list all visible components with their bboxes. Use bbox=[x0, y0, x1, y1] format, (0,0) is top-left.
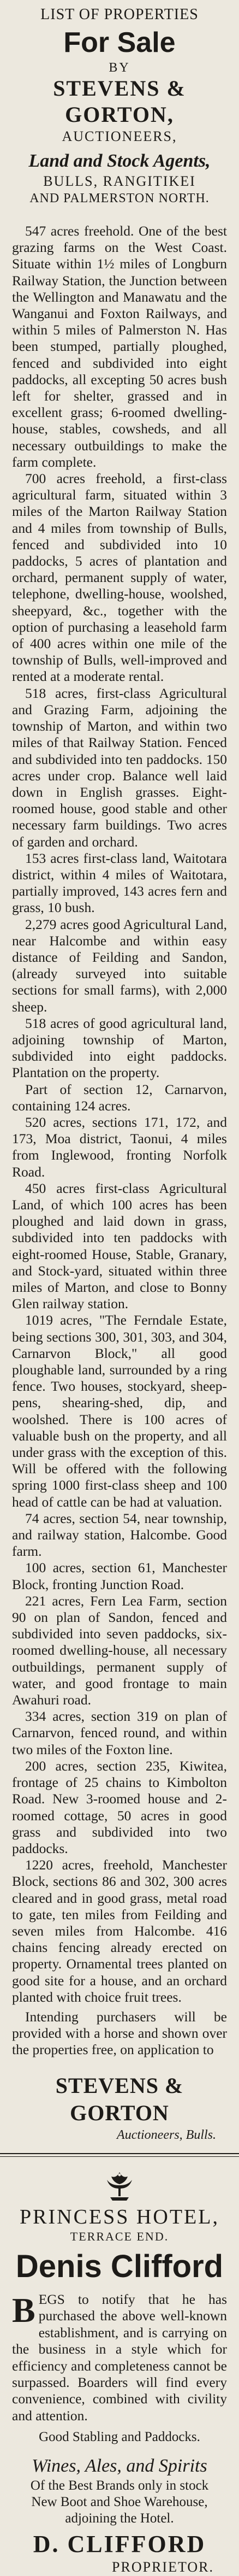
closing-note: Intending purchasers will be provided with a horse and shown over the properties free, on application to bbox=[12, 2008, 227, 2058]
hotel-name: PRINCESS HOTEL, bbox=[20, 2206, 219, 2229]
hotel-notice bbox=[12, 2291, 227, 2424]
listing-item: 1019 acres, "The Ferndale Estate, being sections 300, 301, 303, and 304, Carnarvon Block," all good ploughable land, surrounded by a ring fence. Two houses, stockyard, sheep-pens, shearing-shed, dip, and woolshed. There is 100 acres of valuable bush on the property, and all under grass with the exception of this. Will be offered with the following spring 1000 first-class sheep and 100 head of cattle can be had at valuation. bbox=[12, 1312, 227, 1510]
hotel-owner: Denis Clifford bbox=[15, 2249, 224, 2285]
signature-firm: STEVENS & GORTON bbox=[55, 2073, 184, 2126]
hotel-shop: New Boot and Shoe Warehouse, adjoining the Hotel. bbox=[31, 2495, 208, 2526]
header-by: BY bbox=[109, 61, 130, 75]
header-auctioneers: AUCTIONEERS, bbox=[62, 128, 177, 144]
drop-cap: B bbox=[12, 2291, 35, 2330]
listing-item: 74 acres, section 54, near township, and railway station, Halcombe. Good farm. bbox=[12, 1510, 227, 1560]
listing-item: Part of section 12, Carnarvon, containing 124 acres. bbox=[12, 1081, 227, 1114]
section-divider-thin bbox=[0, 2156, 239, 2157]
listing-item: 518 acres, first-class Agricultural and Grazing Farm, adjoining the township of Marton, and within two miles of that Railway Station. Fenced and subdivided into ten paddocks. 150 acres under crop. Balance well laid down in English grasses. Eight-roomed house, good stable and other necessary farm buildings. Two acres of garden and orchard. bbox=[12, 685, 227, 850]
header-list-of-properties: LIST OF PROPERTIES bbox=[40, 6, 199, 23]
proprietor-name: D. CLIFFORD bbox=[33, 2531, 206, 2558]
listing-item: 334 acres, section 319 on plan of Carnarvon, fenced round, and within two miles of the Foxton line. bbox=[12, 1708, 227, 1757]
listing-item: 450 acres first-class Agricultural Land, of which 100 acres has been ploughed and laid down in grass, subdivided into ten paddocks with eight-roomed House, Stable, Granary, and Stock-yard, situated within three miles of Marton, and close to Bonny Glen railway station. bbox=[12, 1180, 227, 1312]
listing-item: 153 acres first-class land, Waitotara district, within 4 miles of Waitotara, partially improved, 143 acres fern and grass, 10 bush. bbox=[12, 850, 227, 916]
listing-item: 100 acres, section 61, Manchester Block, fronting Junction Road. bbox=[12, 1560, 227, 1592]
section-divider bbox=[0, 2153, 239, 2154]
crest-icon bbox=[103, 2170, 136, 2202]
hotel-stabling: Good Stabling and Paddocks. bbox=[39, 2430, 200, 2445]
header-towns-line2: AND PALMERSTON NORTH. bbox=[29, 191, 210, 205]
hotel-best-brands: Of the Best Brands only in stock bbox=[30, 2478, 209, 2493]
listing-item: 200 acres, section 235, Kiwitea, frontage of 25 chains to Kimbolton Road. New 3-roomed house and 2-roomed cottage, 50 acres in good grass and subdivided into two paddocks. bbox=[12, 1757, 227, 1856]
listing-item: 221 acres, Fern Lea Farm, section 90 on plan of Sandon, fenced and subdivided into seven paddocks, six-roomed dwelling-house, all necessary outbuildings, permanent supply of water, and good frontage to main Awahuri road. bbox=[12, 1592, 227, 1708]
header-agents: Land and Stock Agents, bbox=[28, 151, 211, 171]
listings bbox=[12, 223, 227, 2005]
header-for-sale: For Sale bbox=[63, 27, 176, 58]
listing-item: 547 acres freehold. One of the best grazing farms on the West Coast. Situate within 1½ miles of Longburn Railway Station, the Junction between the Wellington and Manawatu and the Wanganui and Foxton Railways, and within 5 miles of Palmerston N. Has been stumped, partially ploughed, fenced and subdivided into eight paddocks, all excepting 50 acres bush left for shelter, grassed and in excellent grass; 6-roomed dwelling-house, stables, cowsheds, and all necessary outbuildings to make the farm complete. bbox=[12, 223, 227, 470]
signature-sub: Auctioneers, Bulls. bbox=[117, 2128, 216, 2143]
hotel-notice-text: EGS to notify that he has purchased the above well-known establishment, and is carrying on the business in a style which for efficiency and completeness cannot be surpassed. Boarders will find every convenience, combined with civility and attention. bbox=[12, 2291, 227, 2424]
listing-item: 518 acres of good agricultural land, adjoining township of Marton, subdivided into eight paddocks. Plantation on the property. bbox=[12, 1015, 227, 1081]
listing-item: 520 acres, sections 171, 172, and 173, Moa district, Taonui, 4 miles from Inglewood, fronting Norfolk Road. bbox=[12, 1114, 227, 1180]
hotel-wines: Wines, Ales, and Spirits bbox=[32, 2456, 207, 2477]
listing-item: 2,279 acres good Agricultural Land, near Halcombe and within easy distance of Feilding and Sandon, (already surveyed into suitable sections for small farms), with 2,000 sheep. bbox=[12, 916, 227, 1015]
listing-item: 700 acres freehold, a first-class agricultural farm, situated within 3 miles of the Marton Railway Station and 4 miles from township of Bulls, fenced and subdivided into 10 paddocks, 5 acres of plantation and orchard, permanent supply of water, telephone, dwelling-house, woolshed, sheepyard, &c., together with the option of purchasing a leasehold farm of 400 acres within one mile of the township of Bulls, well-improved and rented at a moderate rental. bbox=[12, 470, 227, 685]
header-towns-line1: BULLS, RANGITIKEI bbox=[43, 173, 196, 189]
listing-item: 1220 acres, freehold, Manchester Block, sections 86 and 302, 300 acres cleared and in good grass, metal road to gate, ten miles from Feilding and seven miles from Halcombe. 416 chains fencing already erected on property. Ornamental trees planted on good site for a house, and an orchard planted with choice fruit trees. bbox=[12, 1857, 227, 2005]
proprietor-title: PROPRIETOR. bbox=[112, 2559, 214, 2575]
hotel-street: TERRACE END. bbox=[70, 2230, 169, 2244]
header-firm-name: STEVENS & GORTON, bbox=[53, 76, 186, 127]
